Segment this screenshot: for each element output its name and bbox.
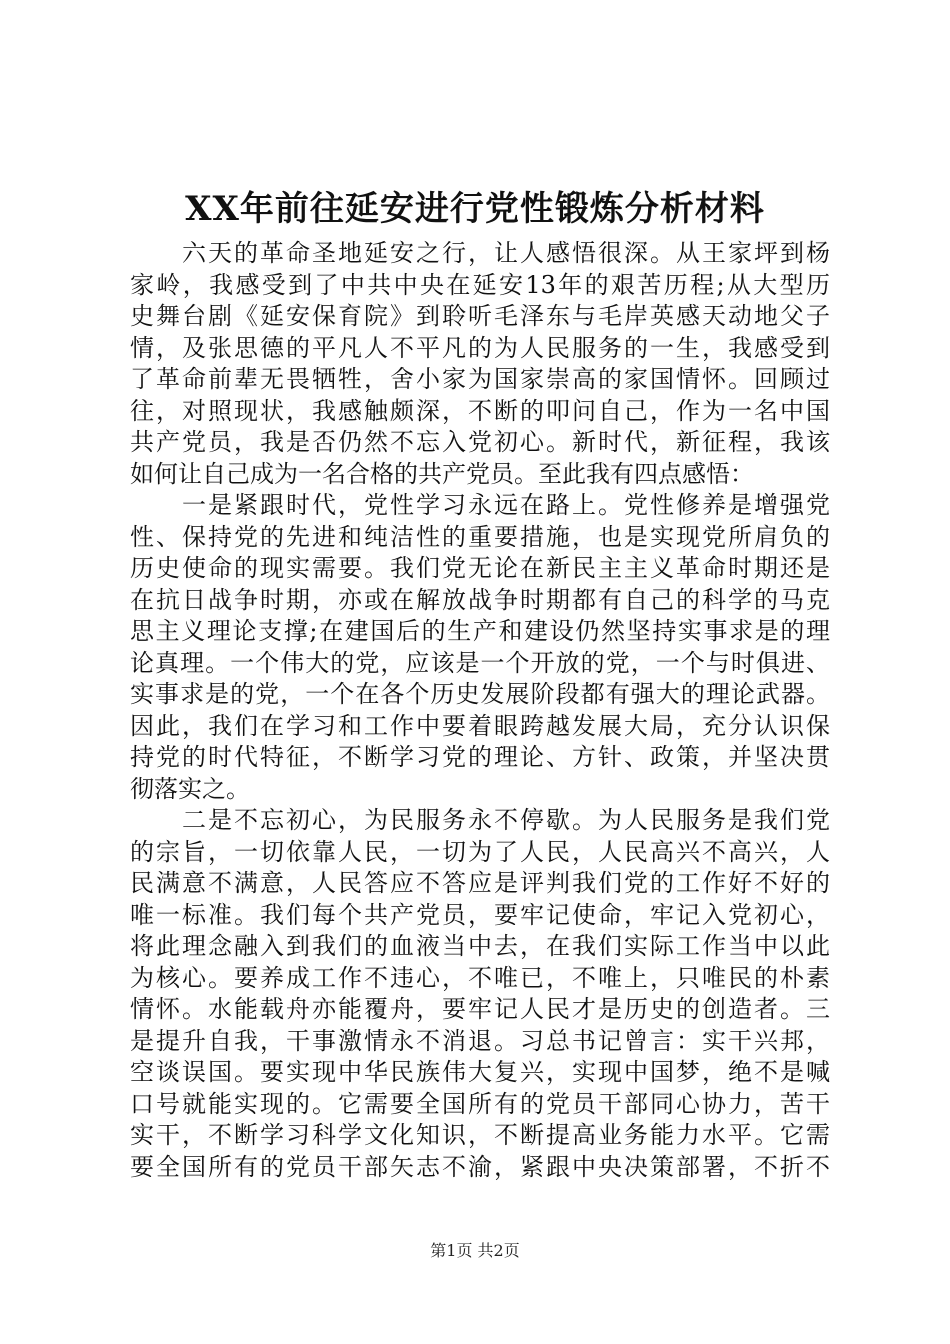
body-line: 要全国所有的党员干部矢志不渝，紧跟中央决策部署，不折不 xyxy=(130,1152,830,1181)
body-line: 情怀。水能载舟亦能覆舟，要牢记人民才是历史的创造者。三 xyxy=(130,995,830,1023)
body-line: 空谈误国。要实现中华民族伟大复兴，实现中国梦，绝不是喊 xyxy=(130,1058,830,1086)
body-line: 家岭，我感受到了中共中央在延安13年的艰苦历程;从大型历 xyxy=(130,270,830,299)
body-line: 性、保持党的先进和纯洁性的重要措施，也是实现党所肩负的 xyxy=(130,522,830,551)
body-line: 史舞台剧《延安保育院》到聆听毛泽东与毛岸英感天动地父子 xyxy=(130,302,830,330)
body-line: 思主义理论支撑;在建国后的生产和建设仍然坚持实事求是的理 xyxy=(130,617,830,645)
document-title: XX年前往延安进行党性锻炼分析材料 xyxy=(185,189,765,229)
body-line: 因此，我们在学习和工作中要着眼跨越发展大局，充分认识保 xyxy=(130,711,830,740)
body-line: 民满意不满意，人民答应不答应是评判我们党的工作好不好的 xyxy=(130,869,830,897)
body-line: 六天的革命圣地延安之行，让人感悟很深。从王家坪到杨 xyxy=(130,239,830,267)
body-line: 了革命前辈无畏牺牲，舍小家为国家崇高的家国情怀。回顾过 xyxy=(130,365,830,393)
body-line: 实干，不断学习科学文化知识，不断提高业务能力水平。它需 xyxy=(130,1121,830,1149)
body-line: 一是紧跟时代，党性学习永远在路上。党性修养是增强党 xyxy=(130,491,830,519)
body-line: 如何让自己成为一名合格的共产党员。至此我有四点感悟： xyxy=(130,459,754,488)
body-line: 为核心。要养成工作不违心，不唯已，不唯上，只唯民的朴素 xyxy=(130,963,830,992)
document-body xyxy=(130,238,830,1183)
body-line: 共产党员，我是否仍然不忘入党初心。新时代，新征程，我该 xyxy=(130,428,830,456)
body-line: 情，及张思德的平凡人不平凡的为人民服务的一生，我感受到 xyxy=(130,333,830,362)
body-line: 是提升自我，干事激情永不消退。习总书记曾言：实干兴邦， xyxy=(130,1026,830,1055)
body-line: 二是不忘初心，为民服务永不停歇。为人民服务是我们党 xyxy=(130,806,830,834)
body-line: 彻落实之。 xyxy=(130,774,250,803)
body-line: 论真理。一个伟大的党，应该是一个开放的党，一个与时俱进、 xyxy=(130,648,830,677)
body-line: 口号就能实现的。它需要全国所有的党员干部同心协力，苦干 xyxy=(130,1089,830,1118)
body-line: 实事求是的党，一个在各个历史发展阶段都有强大的理论武器。 xyxy=(130,680,830,708)
body-line: 在抗日战争时期，亦或在解放战争时期都有自己的科学的马克 xyxy=(130,585,830,614)
body-line: 历史使命的现实需要。我们党无论在新民主主义革命时期还是 xyxy=(130,554,830,582)
body-line: 持党的时代特征，不断学习党的理论、方针、政策，并坚决贯 xyxy=(130,743,830,771)
body-line: 的宗旨，一切依靠人民，一切为了人民，人民高兴不高兴，人 xyxy=(130,837,830,866)
body-line: 往，对照现状，我感触颇深，不断的叩问自己，作为一名中国 xyxy=(130,396,830,425)
body-line: 唯一标准。我们每个共产党员，要牢记使命，牢记入党初心， xyxy=(130,900,830,929)
page-number-footer: 第1页 共2页 xyxy=(430,1241,520,1260)
body-line: 将此理念融入到我们的血液当中去，在我们实际工作当中以此 xyxy=(130,932,830,960)
